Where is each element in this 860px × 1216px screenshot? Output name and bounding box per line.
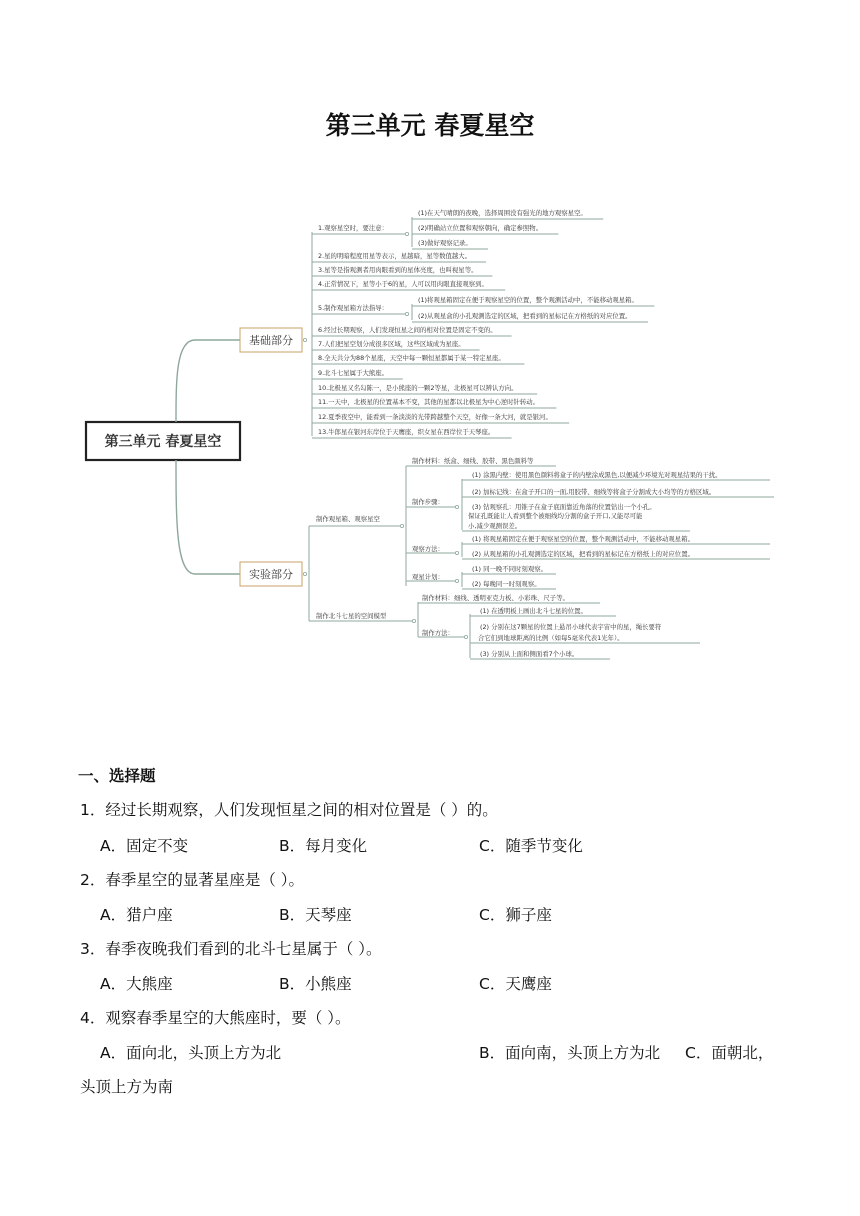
connector-dot [464,635,467,638]
box-method-label: 观察方法： [412,545,444,553]
box-plan-2: (2) 每晚同一时刻观察。 [472,580,541,588]
connector-dot [400,524,403,527]
basic-item-4: 4.正常情况下，星等小于6的星，人可以用肉眼直接观察到。 [318,280,488,288]
model-step-1: (1) 在透明板上画出北斗七星的位置。 [480,607,587,615]
q3-option-b[interactable]: B．小熊座 [279,975,352,993]
basic-subitem-1-1: (1)在天气晴朗的夜晚，选择周围没有强光的地方观察星空。 [418,209,587,217]
basic-subitem-1-3: (3)做好观察记录。 [418,239,472,247]
connector-dot [303,572,306,575]
basic-item-1: 1.观察星空时，要注意： [318,224,389,232]
box-step-3c: 小,减少观测误差。 [468,522,522,530]
box-step-3b: 保证孔既能让人看到整个被细线均分割的盒子开口,又能尽可能 [468,512,643,520]
branch-connector-exp [176,460,240,574]
q2-option-c[interactable]: C．狮子座 [479,906,552,924]
box-method-2: (2) 从观星箱的小孔观测选定的区域，把看到的星标记在方格纸上的对应位置。 [472,550,694,558]
model-step-2b: 合它们到地球距离的比例（如每5毫米代表1光年）。 [478,634,624,642]
box-plan-label: 观星计划： [412,573,444,581]
q2-option-b[interactable]: B．天琴座 [279,906,352,924]
q1-option-b[interactable]: B．每月变化 [279,837,368,855]
basic-item-6: 6.经过长期观察，人们发现恒星之间的相对位置是固定不变的。 [318,326,497,334]
box-step-2: (2) 加标记线：在盒子开口的一面,用胶带、细线等将盒子分割成大小均等的方格区域。 [472,488,716,496]
section-title: 一、选择题 [78,767,156,785]
box-step-3: (3) 钻观察孔：用锥子在盒子底面靠近角落的位置钻出一个小孔。 [472,503,656,511]
exp-branch-label: 实验部分 [249,568,293,581]
model-method-label: 制作方法： [422,629,454,637]
box-method-1: (1) 将观星箱固定在便于观察星空的位置，整个观测活动中，不能移动观星箱。 [472,535,694,543]
basic-item-2: 2.星的明暗程度用星等表示，星越暗，星等数值越大。 [318,252,472,260]
connector-dot [405,232,408,235]
connector-dot [303,338,306,341]
model-step-2: (2) 分别在这7颗星的位置上悬吊小球代表宇宙中的星，绳长要符 [480,623,662,631]
q3-option-a[interactable]: A．大熊座 [100,975,173,993]
question-2: 2．春季星空的显著星座是（ ）。 [80,871,305,889]
basic-item-8: 8.全天共分为88个星座，天空中每一颗恒星都属于某一特定星座。 [318,354,505,362]
basic-item-11: 11.一天中，北极星的位置基本不变，其他的星都以北极星为中心逆时针转动。 [318,398,540,406]
q4-option-c-continued: 头顶上方为南 [80,1078,174,1096]
q1-option-c[interactable]: C．随季节变化 [479,837,583,855]
model-step-3: (3) 分别从上面和侧面看7个小球。 [480,650,579,658]
branch-connector-basic [176,340,240,422]
q4-option-c[interactable]: C．面朝北， [685,1044,774,1062]
question-1: 1．经过长期观察，人们发现恒星之间的相对位置是（ ）的。 [80,801,498,819]
basic-item-3: 3.星等是指观测者用肉眼看到的星体亮度，也叫视星等。 [318,266,478,274]
basic-item-7: 7.人们把星空划分成很多区域，这些区域成为星座。 [318,340,465,348]
q4-option-a[interactable]: A．面向北，头顶上方为北 [100,1044,282,1062]
connector-dot [455,505,458,508]
basic-branch-label: 基础部分 [249,334,293,347]
connector-dot [412,619,415,622]
model-material: 制作材料：细线、透明亚克力板、小彩珠、尺子等。 [422,594,569,602]
box-steps-label: 制作步骤： [412,498,444,506]
basic-item-10: 10.北极星又名勾陈一，是小熊座的一颗2等星，北极星可以辨认方向。 [318,384,518,392]
basic-item-12: 12.夏季夜空中，能看到一条淡淡的光带跨越整个天空，好像一条大河，就是银河。 [318,413,552,421]
document-title: 第三单元 春夏星空 [325,111,535,140]
exp-model-label: 制作北斗七星的空间模型 [316,612,387,620]
box-material: 制作材料：纸盒、细线、胶带、黑色颜料等 [412,457,534,465]
basic-subitem-5-2: (2)从观星盒的小孔观测选定的区域，把看到的星标记在方格纸的对应位置。 [418,312,632,320]
basic-item-5: 5.制作观星箱方法指导： [318,304,389,312]
question-4: 4．观察春季星空的大熊座时，要（ ）。 [80,1009,351,1027]
q1-option-a[interactable]: A．固定不变 [100,837,189,855]
connector-dot [455,551,458,554]
q4-option-b[interactable]: B．面向南，头顶上方为北 [479,1044,661,1062]
connector-dot [405,312,408,315]
basic-item-9: 9.北斗七星属于大熊座。 [318,369,389,377]
exp-box-label: 制作观星箱、观察星空 [316,515,380,523]
box-step-1: (1) 涂黑内壁：使用黑色颜料将盒子的内壁涂成黑色,以便减少环境光对观星结果的干扰。 [472,471,722,479]
root-node-label: 第三单元 春夏星空 [104,434,222,450]
basic-subitem-1-2: (2)明确站立位置和观察朝向，确定参照物。 [418,224,543,232]
connector-dot [455,579,458,582]
q3-option-c[interactable]: C．天鹰座 [479,975,552,993]
q2-option-a[interactable]: A．猎户座 [100,906,173,924]
question-3: 3．春季夜晚我们看到的北斗七星属于（ ）。 [80,940,382,958]
basic-item-13: 13.牛郎星在银河东岸位于天鹰座，织女星在西岸位于天琴座。 [318,428,495,436]
box-plan-1: (1) 同一晚不同时刻观察。 [472,565,547,573]
basic-subitem-5-1: (1)将观星箱固定在便于观察星空的位置，整个观测活动中，不能移动观星箱。 [418,296,638,304]
